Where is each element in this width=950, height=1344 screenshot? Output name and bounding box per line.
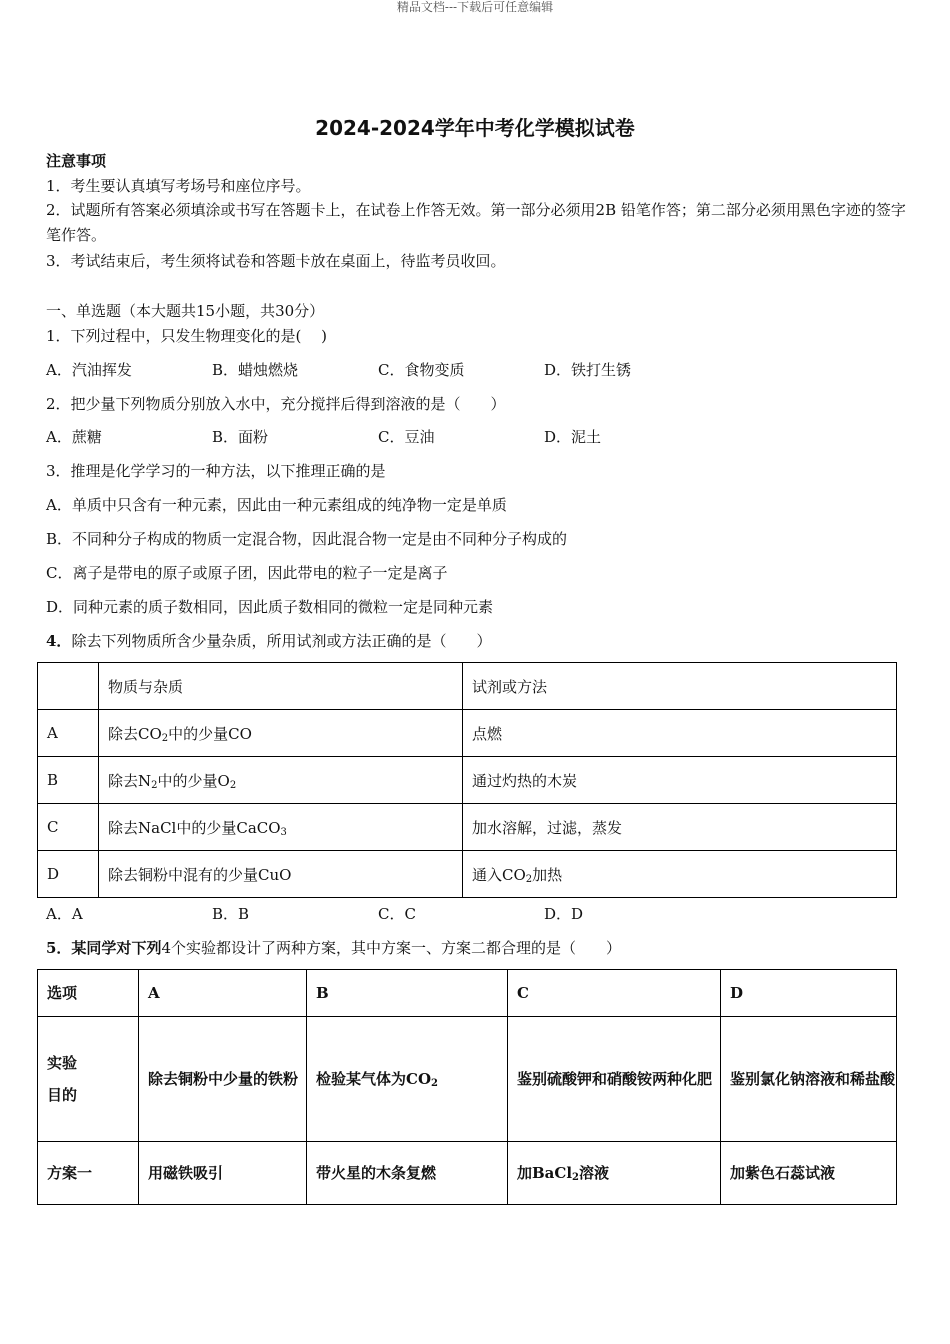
table-header-row (38, 663, 897, 710)
plan-cell: 带火星的木条复燃 (307, 1142, 508, 1205)
question-3-stem: 3．推理是化学学习的一种方法，以下推理正确的是 (46, 462, 386, 480)
notice-item: 2．试题所有答案必须填涂或书写在答题卡上，在试卷上作答无效。第一部分必须用2B 铅笔作答；第二部分必须用黑色字迹的签字笔作答。 (46, 201, 906, 244)
table-row (38, 1017, 897, 1142)
table-row (38, 1142, 897, 1205)
purpose-cell: 除去铜粉中少量的铁粉 (139, 1017, 307, 1142)
plan-cell (508, 1142, 721, 1205)
text-part: 通入CO (472, 865, 526, 884)
option: A．汽油挥发 (46, 361, 132, 379)
subscript: 2 (525, 873, 533, 885)
option: C．豆油 (378, 428, 435, 446)
substance-cell (99, 757, 463, 804)
option: A．蔗糖 (46, 428, 102, 446)
text-part: 除去NaCl中的少量CaCO (108, 818, 281, 837)
question-2-stem: 2．把少量下列物质分别放入水中，充分搅拌后得到溶液的是（ ） (46, 395, 506, 413)
option: D．泥土 (544, 428, 602, 446)
option: C．C (378, 905, 416, 923)
notice-item: 3．考试结束后，考生须将试卷和答题卡放在桌面上，待监考员收回。 (46, 252, 506, 270)
purpose-cell (307, 1017, 508, 1142)
question-5-stem (46, 938, 621, 958)
question-text: 除去下列物质所含少量杂质，所用试剂或方法正确的是（ ） (71, 632, 492, 650)
text-part: 加水溶解，过滤，蒸发 (472, 818, 623, 837)
watermark: 精品文档---下载后可任意编辑 (396, 0, 554, 14)
table-row (38, 851, 897, 898)
question-number: 4． (46, 632, 72, 650)
option: B．B (212, 905, 250, 923)
plan-cell: 加紫色石蕊试液 (721, 1142, 897, 1205)
option: B．面粉 (212, 428, 269, 446)
table-header-cell: 物质与杂质 (99, 663, 463, 710)
question-5-table (37, 969, 897, 1205)
table-header-cell: B (307, 970, 508, 1017)
option: B．蜡烛燃烧 (212, 361, 299, 379)
row-label: C (38, 804, 99, 851)
subscript: 2 (161, 732, 169, 744)
substance-cell (99, 804, 463, 851)
table-header-cell: C (508, 970, 721, 1017)
subscript: 2 (229, 779, 237, 791)
question-3-option: D．同种元素的质子数相同，因此质子数相同的微粒一定是同种元素 (46, 598, 494, 616)
text-part: 加BaCl (517, 1164, 573, 1182)
plan-cell: 用磁铁吸引 (139, 1142, 307, 1205)
text-part: 加热 (532, 865, 563, 884)
text-part: 溶液 (579, 1164, 610, 1182)
table-header-cell: D (721, 970, 897, 1017)
table-header-row (38, 970, 897, 1017)
notice-item: 1．考生要认真填写考场号和座位序号。 (46, 177, 311, 195)
text-part: 除去N (108, 771, 152, 790)
method-cell (463, 710, 897, 757)
text-part: 除去CO (108, 724, 162, 743)
question-3-option: C．离子是带电的原子或原子团，因此带电的粒子一定是离子 (46, 564, 448, 582)
substance-cell (99, 710, 463, 757)
table-header-cell: 试剂或方法 (463, 663, 897, 710)
method-cell (463, 757, 897, 804)
table-row (38, 757, 897, 804)
table-header-cell (38, 663, 99, 710)
subscript: 2 (431, 1078, 438, 1089)
method-cell (463, 804, 897, 851)
text-part: 点燃 (472, 724, 503, 743)
question-4-table (37, 662, 897, 898)
question-4-stem (46, 631, 491, 651)
subscript: 3 (280, 826, 287, 838)
question-text-bold: 5．某同学对下列 (46, 939, 162, 957)
question-1-stem: 1．下列过程中，只发生物理变化的是( ) (46, 327, 328, 345)
question-1-options (46, 360, 906, 380)
row-label: B (38, 757, 99, 804)
question-text: 4个实验都设计了两种方案，其中方案一、方案二都合理的是（ ） (161, 939, 621, 957)
purpose-cell: 鉴别氯化钠溶液和稀盐酸 (721, 1017, 897, 1142)
question-3-option: A．单质中只含有一种元素，因此由一种元素组成的纯净物一定是单质 (46, 496, 507, 514)
table-header-cell: A (139, 970, 307, 1017)
subscript: 2 (151, 779, 158, 791)
substance-cell (99, 851, 463, 898)
text-part: 除去铜粉中混有的少量CuO (108, 865, 292, 884)
label-line: 实验 (47, 1054, 78, 1072)
option: D．铁打生锈 (544, 361, 632, 379)
option: C．食物变质 (378, 361, 465, 379)
subscript: 2 (572, 1172, 580, 1183)
text-part: 中的少量O (157, 771, 230, 790)
row-label: 方案一 (38, 1142, 139, 1205)
notice-heading: 注意事项 (46, 152, 107, 170)
row-label: D (38, 851, 99, 898)
section-heading: 一、单选题（本大题共15小题，共30分） (46, 302, 325, 320)
text-part: 检验某气体为CO (316, 1070, 432, 1088)
option: D．D (544, 905, 584, 923)
question-4-options (46, 904, 906, 924)
purpose-cell: 鉴别硫酸钾和硝酸铵两种化肥 (508, 1017, 721, 1142)
option: A．A (46, 905, 83, 923)
row-label (38, 1017, 139, 1142)
page-title: 2024-2024学年中考化学模拟试卷 (315, 116, 635, 140)
question-2-options (46, 427, 906, 447)
question-3-option: B．不同种分子构成的物质一定混合物，因此混合物一定是由不同种分子构成的 (46, 530, 568, 548)
text-part: 通过灼热的木炭 (472, 771, 578, 790)
table-row (38, 710, 897, 757)
table-row (38, 804, 897, 851)
label-line: 目的 (47, 1086, 78, 1104)
method-cell (463, 851, 897, 898)
text-part: 中的少量CO (168, 724, 252, 743)
row-label: A (38, 710, 99, 757)
table-header-cell: 选项 (38, 970, 139, 1017)
